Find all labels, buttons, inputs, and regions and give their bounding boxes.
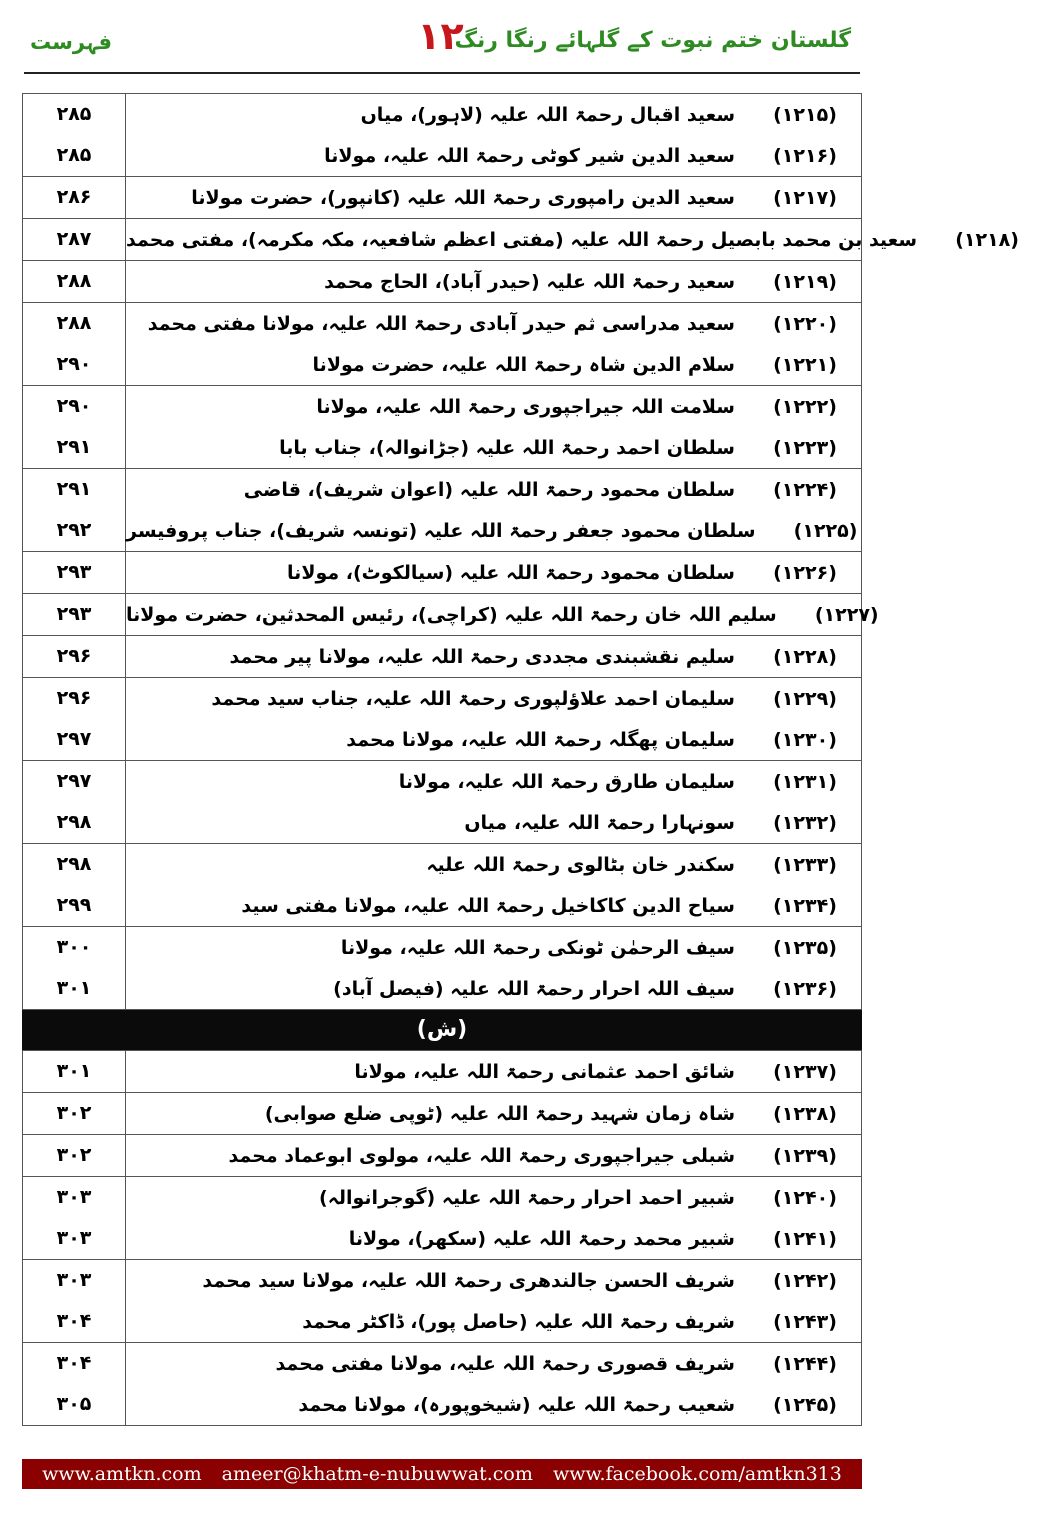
toc-page-number: ۳۰۱ xyxy=(23,1051,126,1092)
toc-page-number: ۲۸۸ xyxy=(23,303,126,344)
toc-page-number: ۲۹۲ xyxy=(23,510,126,551)
toc-entry-title: سلیمان پھگلہ رحمۃ اللہ علیہ، مولانا محمد xyxy=(346,728,735,751)
toc-page-number: ۲۸۸ xyxy=(23,261,126,302)
toc-page-number: ۲۹۱ xyxy=(23,427,126,468)
toc-entry-title: شبیر احمد احرار رحمۃ اللہ علیہ (گوجرانوالہ) xyxy=(319,1186,735,1209)
toc-page-number: ۳۰۴ xyxy=(23,1301,126,1342)
toc-row[interactable] xyxy=(23,135,861,176)
section-label: فہرست xyxy=(30,30,113,54)
toc-page-number: ۲۹۳ xyxy=(23,594,126,635)
toc-entry-title: سلطان احمد رحمۃ اللہ علیہ (جڑانوالہ)، جناب بابا xyxy=(279,436,735,459)
toc-page-number: ۳۰۴ xyxy=(23,1343,126,1384)
toc-entry-title: سیاح الدین کاکاخیل رحمۃ اللہ علیہ، مولانا مفتی سید xyxy=(241,894,735,917)
toc-entry-number: (۱۲۱۹) xyxy=(773,270,837,293)
toc-row[interactable] xyxy=(23,344,861,385)
toc-row[interactable] xyxy=(23,177,861,218)
toc-entry-title: شبیر محمد رحمۃ اللہ علیہ (سکھر)، مولانا xyxy=(348,1227,735,1250)
toc-entry-title: سعید رحمۃ اللہ علیہ (حیدر آباد)، الحاج محمد xyxy=(324,270,735,293)
book-title: گلستان ختم نبوت کے گلہائے رنگا رنگ xyxy=(454,28,851,53)
toc-row[interactable] xyxy=(23,94,861,135)
toc-entry-title: شریف رحمۃ اللہ علیہ (حاصل پور)، ڈاکٹر محمد xyxy=(302,1310,735,1333)
toc-group xyxy=(22,1134,862,1176)
toc-entry-title: سلام الدین شاہ رحمۃ اللہ علیہ، حضرت مولانا xyxy=(312,353,735,376)
toc-entry-title: سلطان محمود جعفر رحمۃ اللہ علیہ (تونسہ شریف)، جناب پروفیسر xyxy=(126,519,756,542)
toc-row[interactable] xyxy=(23,1343,861,1384)
toc-row[interactable] xyxy=(23,844,861,885)
toc-entry-number: (۱۲۲۲) xyxy=(773,395,837,418)
section-heading-bar xyxy=(22,1010,862,1050)
toc-entry-number: (۱۲۴۳) xyxy=(773,1310,837,1333)
toc-group xyxy=(22,1342,862,1426)
toc-page-number: ۳۰۵ xyxy=(23,1384,126,1425)
toc-page-number: ۲۹۰ xyxy=(23,344,126,385)
toc-entry-title: سلیم نقشبندی مجددی رحمۃ اللہ علیہ، مولانا پیر محمد xyxy=(229,645,735,668)
toc-page-number: ۲۹۶ xyxy=(23,678,126,719)
footer-facebook-link[interactable]: www.facebook.com/amtkn313 xyxy=(552,1463,842,1485)
toc-page-number: ۲۹۰ xyxy=(23,386,126,427)
toc-entry-number: (۱۲۳۶) xyxy=(773,977,837,1000)
toc-entry-title: شبلی جیراجپوری رحمۃ اللہ علیہ، مولوی ابوعماد محمد xyxy=(228,1144,735,1167)
toc-row[interactable] xyxy=(23,885,861,926)
toc-row[interactable] xyxy=(23,1135,861,1176)
page-header xyxy=(0,0,881,82)
toc-row[interactable] xyxy=(23,1051,861,1092)
toc-group xyxy=(22,593,879,635)
toc-row[interactable] xyxy=(23,678,861,719)
toc-row[interactable] xyxy=(23,802,861,843)
toc-entry-number: (۱۲۲۰) xyxy=(773,312,837,335)
toc-row[interactable] xyxy=(23,219,1019,260)
toc-page-number: ۲۹۱ xyxy=(23,469,126,510)
toc-group xyxy=(22,302,862,385)
toc-entry-title: سعید بن محمد بابصیل رحمۃ اللہ علیہ (مفتی اعظم شافعیہ، مکہ مکرمہ)، مفتی محمد xyxy=(126,228,918,251)
toc-group xyxy=(22,551,862,593)
toc-entry-number: (۱۲۳۴) xyxy=(773,894,837,917)
toc-entry-title: سلیم اللہ خان رحمۃ اللہ علیہ (کراچی)، رئیس المحدثین، حضرت مولانا xyxy=(126,603,777,626)
toc-row[interactable] xyxy=(23,552,861,593)
toc-page-number: ۳۰۳ xyxy=(23,1177,126,1218)
toc-row[interactable] xyxy=(23,1260,861,1301)
toc-page-number: ۲۹۶ xyxy=(23,636,126,677)
toc-row[interactable] xyxy=(23,1301,861,1342)
toc-row[interactable] xyxy=(23,719,861,760)
toc-group xyxy=(22,1176,862,1259)
toc-page-number: ۲۹۷ xyxy=(23,761,126,802)
toc-page-number: ۲۹۳ xyxy=(23,552,126,593)
footer-email-link[interactable]: ameer@khatm-e-nubuwwat.com xyxy=(221,1463,533,1485)
toc-entry-number: (۱۲۳۵) xyxy=(773,936,837,959)
toc-entry-title: سعید الدین شیر کوٹی رحمۃ اللہ علیہ، مولانا xyxy=(324,144,735,167)
toc-page-number: ۲۸۵ xyxy=(23,135,126,176)
toc-entry-number: (۱۲۲۱) xyxy=(773,353,837,376)
toc-entry-number: (۱۲۲۳) xyxy=(773,436,837,459)
toc-entry-number: (۱۲۱۷) xyxy=(773,186,837,209)
toc-page-number: ۳۰۰ xyxy=(23,927,126,968)
toc-page-number: ۲۸۵ xyxy=(23,94,126,135)
toc-page-number: ۳۰۱ xyxy=(23,968,126,1009)
toc-entry-title: سعید اقبال رحمۃ اللہ علیہ (لاہور)، میاں xyxy=(360,103,735,126)
toc-entry-title: سعید الدین رامپوری رحمۃ اللہ علیہ (کانپور)، حضرت مولانا xyxy=(191,186,735,209)
toc-entry-number: (۱۲۲۶) xyxy=(773,561,837,584)
toc-group xyxy=(22,635,862,677)
toc-entry-number: (۱۲۱۸) xyxy=(955,228,1019,251)
toc-entry-number: (۱۲۲۹) xyxy=(773,687,837,710)
toc-entry-number: (۱۲۳۱) xyxy=(773,770,837,793)
toc-entry-title: سلیمان طارق رحمۃ اللہ علیہ، مولانا xyxy=(398,770,735,793)
toc-group xyxy=(22,926,862,1010)
toc-entry-title: سلطان محمود رحمۃ اللہ علیہ (اعوان شریف)، قاضی xyxy=(243,478,735,501)
toc-page-number: ۲۹۸ xyxy=(23,844,126,885)
toc-row[interactable] xyxy=(23,1384,861,1425)
toc-entry-title: سیف الرحمٰن ٹونکی رحمۃ اللہ علیہ، مولانا xyxy=(340,936,735,959)
toc-entry-number: (۱۲۱۵) xyxy=(773,103,837,126)
toc-entry-title: شاہ زمان شہید رحمۃ اللہ علیہ (ٹوپی ضلع صوابی) xyxy=(264,1102,735,1125)
toc-group xyxy=(22,1259,862,1342)
header-divider xyxy=(24,72,860,74)
toc-entry-number: (۱۲۳۲) xyxy=(773,811,837,834)
toc-entry-number: (۱۲۳۹) xyxy=(773,1144,837,1167)
toc-page-number: ۲۹۷ xyxy=(23,719,126,760)
toc-group xyxy=(22,260,862,302)
toc-row[interactable] xyxy=(23,1177,861,1218)
toc-row[interactable] xyxy=(23,303,861,344)
toc-entry-title: شائق احمد عثمانی رحمۃ اللہ علیہ، مولانا xyxy=(354,1060,735,1083)
toc-row[interactable] xyxy=(23,1093,861,1134)
table-of-contents xyxy=(22,93,1019,1426)
toc-entry-number: (۱۲۱۶) xyxy=(773,144,837,167)
toc-group xyxy=(22,176,862,218)
toc-group xyxy=(22,218,1019,260)
toc-row[interactable] xyxy=(23,636,861,677)
toc-row[interactable] xyxy=(23,261,861,302)
toc-row[interactable] xyxy=(23,968,861,1009)
toc-entry-number: (۱۲۳۸) xyxy=(773,1102,837,1125)
toc-page-number: ۲۹۹ xyxy=(23,885,126,926)
toc-page-number: ۲۸۶ xyxy=(23,177,126,218)
toc-entry-title: سلیمان احمد علاؤلپوری رحمۃ اللہ علیہ، جناب سید محمد xyxy=(211,687,735,710)
toc-entry-number: (۱۲۴۵) xyxy=(773,1393,837,1416)
toc-row[interactable] xyxy=(23,510,861,551)
toc-page-number: ۳۰۲ xyxy=(23,1093,126,1134)
toc-page-number: ۲۸۷ xyxy=(23,219,126,260)
toc-group xyxy=(22,677,862,760)
toc-entry-title: سعید مدراسی ثم حیدر آبادی رحمۃ اللہ علیہ، مولانا مفتی محمد xyxy=(147,312,735,335)
toc-entry-number: (۱۲۳۳) xyxy=(773,853,837,876)
toc-entry-number: (۱۲۴۰) xyxy=(773,1186,837,1209)
toc-row[interactable] xyxy=(23,761,861,802)
toc-entry-number: (۱۲۴۴) xyxy=(773,1352,837,1375)
toc-entry-number: (۱۲۳۰) xyxy=(773,728,837,751)
toc-row[interactable] xyxy=(23,927,861,968)
toc-entry-number: (۱۲۴۱) xyxy=(773,1227,837,1250)
toc-row[interactable] xyxy=(23,594,879,635)
toc-row[interactable] xyxy=(23,386,861,427)
toc-group xyxy=(22,760,862,843)
toc-group xyxy=(22,468,862,551)
toc-entry-number: (۱۲۲۴) xyxy=(773,478,837,501)
toc-page-number: ۳۰۲ xyxy=(23,1135,126,1176)
toc-entry-title: سیف اللہ احرار رحمۃ اللہ علیہ (فیصل آباد) xyxy=(333,977,735,1000)
toc-page-number: ۲۹۸ xyxy=(23,802,126,843)
section-heading: (ش) xyxy=(416,1017,468,1042)
toc-entry-number: (۱۲۲۸) xyxy=(773,645,837,668)
footer-website-link[interactable]: www.amtkn.com xyxy=(42,1463,202,1485)
toc-group xyxy=(22,93,862,176)
toc-group xyxy=(22,1050,862,1092)
toc-row[interactable] xyxy=(23,427,861,468)
toc-row[interactable] xyxy=(23,469,861,510)
toc-entry-title: شریف قصوری رحمۃ اللہ علیہ، مولانا مفتی محمد xyxy=(275,1352,735,1375)
toc-entry-title: سلطان محمود رحمۃ اللہ علیہ (سیالکوٹ)، مولانا xyxy=(287,561,735,584)
toc-entry-number: (۱۲۲۵) xyxy=(793,519,858,542)
toc-page-number: ۳۰۳ xyxy=(23,1218,126,1259)
toc-entry-number: (۱۲۳۷) xyxy=(773,1060,837,1083)
toc-part-1 xyxy=(22,93,1019,1010)
toc-entry-title: شریف الحسن جالندھری رحمۃ اللہ علیہ، مولانا سید محمد xyxy=(202,1269,735,1292)
toc-entry-title: سکندر خان بٹالوی رحمۃ اللہ علیہ xyxy=(426,853,735,876)
toc-part-2 xyxy=(22,1050,862,1426)
toc-page-number: ۳۰۳ xyxy=(23,1260,126,1301)
toc-entry-number: (۱۲۴۲) xyxy=(773,1269,837,1292)
page-number: ۱۲ xyxy=(417,14,464,58)
toc-group xyxy=(22,385,862,468)
toc-entry-number: (۱۲۲۷) xyxy=(814,603,879,626)
page-footer xyxy=(22,1459,862,1489)
toc-row[interactable] xyxy=(23,1218,861,1259)
toc-entry-title: سونہارا رحمۃ اللہ علیہ، میاں xyxy=(464,811,735,834)
toc-entry-title: سلامت اللہ جیراجپوری رحمۃ اللہ علیہ، مولانا xyxy=(316,395,735,418)
toc-entry-title: شعیب رحمۃ اللہ علیہ (شیخوپورہ)، مولانا محمد xyxy=(298,1393,735,1416)
toc-group xyxy=(22,843,862,926)
toc-group xyxy=(22,1092,862,1134)
